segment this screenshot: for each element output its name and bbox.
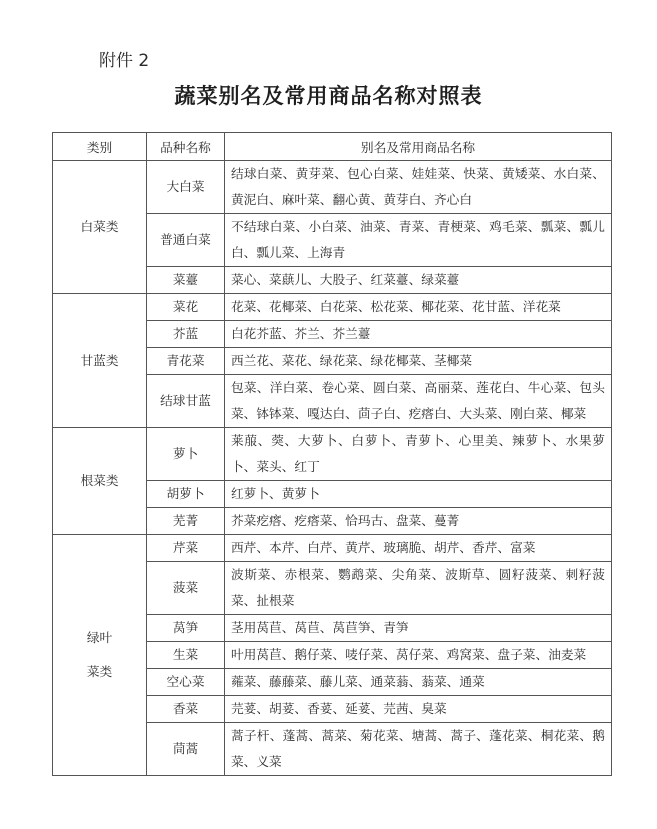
variety-cell: 空心菜	[147, 669, 225, 696]
aliases-cell: 芫荽、胡荽、香荽、延荽、芫茜、臭菜	[225, 696, 612, 723]
variety-cell: 茼蒿	[147, 723, 225, 776]
variety-cell: 莴笋	[147, 615, 225, 642]
variety-cell: 胡萝卜	[147, 481, 225, 508]
header-category: 类别	[53, 133, 147, 161]
aliases-cell: 包菜、洋白菜、卷心菜、圆白菜、高丽菜、莲花白、牛心菜、包头菜、钵钵菜、嘎达白、茴子白、疙瘩白、大头菜、刚白菜、椰菜	[225, 375, 612, 428]
aliases-cell: 红萝卜、黄萝卜	[225, 481, 612, 508]
aliases-cell: 莱菔、葖、大萝卜、白萝卜、青萝卜、心里美、辣萝卜、水果萝卜、菜头、红丁	[225, 428, 612, 481]
variety-cell: 青花菜	[147, 348, 225, 375]
table-row	[53, 428, 612, 481]
aliases-cell: 菜心、菜蕻儿、大股子、红菜薹、绿菜薹	[225, 267, 612, 294]
aliases-cell: 芥菜疙瘩、疙瘩菜、恰玛古、盘菜、蔓菁	[225, 508, 612, 535]
aliases-cell: 蒿子杆、蓬蒿、蒿菜、菊花菜、塘蒿、蒿子、蓬花菜、桐花菜、鹅菜、义菜	[225, 723, 612, 776]
variety-cell: 生菜	[147, 642, 225, 669]
aliases-cell: 西兰花、菜花、绿花菜、绿花椰菜、茎椰菜	[225, 348, 612, 375]
category-cell: 甘蓝类	[53, 294, 147, 428]
category-cell: 根菜类	[53, 428, 147, 535]
aliases-cell: 波斯菜、赤根菜、鹦鹉菜、尖角菜、波斯草、圆籽菠菜、刺籽菠菜、扯根菜	[225, 562, 612, 615]
variety-cell: 芹菜	[147, 535, 225, 562]
vegetable-alias-table	[52, 132, 612, 776]
aliases-cell: 蕹菜、藤藤菜、藤儿菜、通菜蓊、蓊菜、通菜	[225, 669, 612, 696]
table-body	[53, 161, 612, 776]
variety-cell: 香菜	[147, 696, 225, 723]
header-variety: 品种名称	[147, 133, 225, 161]
attachment-label: 附件 2	[99, 51, 150, 71]
aliases-cell: 不结球白菜、小白菜、油菜、青菜、青梗菜、鸡毛菜、瓢菜、瓢儿白、瓢儿菜、上海青	[225, 214, 612, 267]
variety-cell: 芜菁	[147, 508, 225, 535]
aliases-cell: 西芹、本芹、白芹、黄芹、玻璃脆、胡芹、香芹、富菜	[225, 535, 612, 562]
variety-cell: 菠菜	[147, 562, 225, 615]
aliases-cell: 花菜、花椰菜、白花菜、松花菜、椰花菜、花甘蓝、洋花菜	[225, 294, 612, 321]
page-title: 蔬菜别名及常用商品名称对照表	[174, 84, 483, 108]
variety-cell: 萝卜	[147, 428, 225, 481]
aliases-cell: 白花芥蓝、芥兰、芥兰薹	[225, 321, 612, 348]
variety-cell: 普通白菜	[147, 214, 225, 267]
variety-cell: 菜花	[147, 294, 225, 321]
variety-cell: 芥蓝	[147, 321, 225, 348]
variety-cell: 结球甘蓝	[147, 375, 225, 428]
aliases-cell: 叶用莴苣、鹅仔菜、唛仔菜、莴仔菜、鸡窝菜、盘子菜、油麦菜	[225, 642, 612, 669]
table-row	[53, 161, 612, 214]
variety-cell: 菜薹	[147, 267, 225, 294]
header-aliases: 别名及常用商品名称	[225, 133, 612, 161]
aliases-cell: 茎用莴苣、莴苣、莴苣笋、青笋	[225, 615, 612, 642]
category-cell: 绿叶菜类	[53, 535, 147, 776]
table-row	[53, 535, 612, 562]
aliases-cell: 结球白菜、黄芽菜、包心白菜、娃娃菜、快菜、黄矮菜、水白菜、黄泥白、麻叶菜、翻心黄、黄芽白、齐心白	[225, 161, 612, 214]
category-cell: 白菜类	[53, 161, 147, 294]
table-row	[53, 294, 612, 321]
variety-cell: 大白菜	[147, 161, 225, 214]
table-header-row	[53, 133, 612, 161]
